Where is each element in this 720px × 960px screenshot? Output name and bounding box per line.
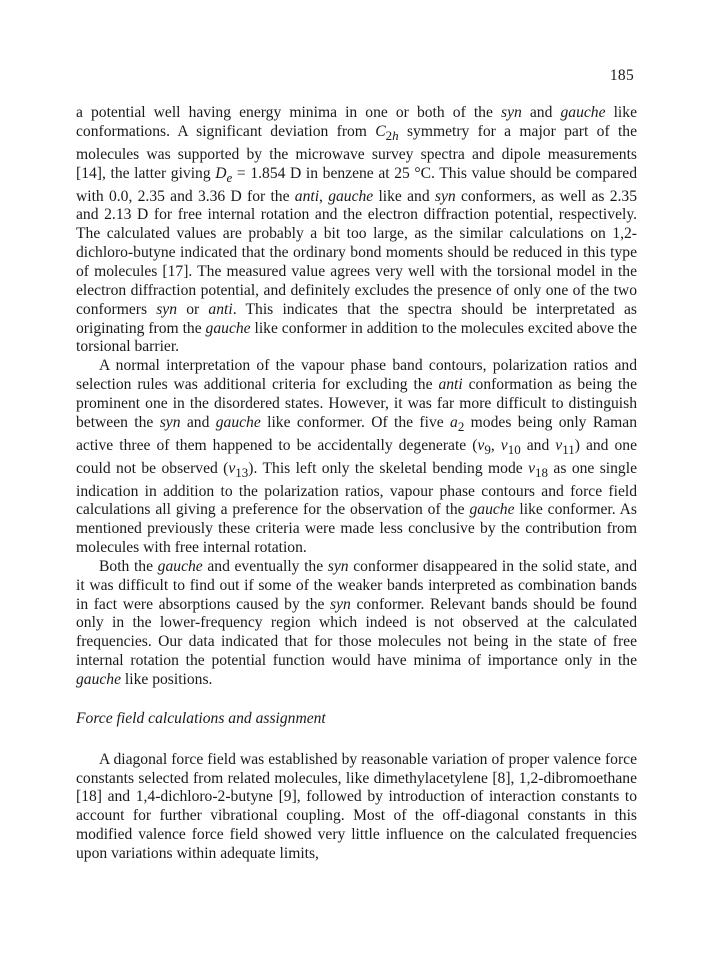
body-text	[76, 104, 637, 864]
paragraph: A normal interpretation of the vapour phase band contours, polarization ratios and selection rules was additional criteria for excluding the anti conformation as being the prominent one in the disordered states. However, it was far more difficult to distinguish between the syn and gauche like conformer. Of the five $a_2$ modes being only Raman active three of them happened to be accidentally degenerate ($\nu_9$, $\nu_{10}$ and $\nu_{11}$) and one could not be observed $(\nu_{13})$. This left only the skeletal bending mode $\nu_{18}$ as one single indication in addition to the polarization ratios, vapour phase contours and force field calculations all giving a preference for the observation of the gauche like conformer. As mentioned previously these criteria were made less conclusive by the contribution from molecules with free internal rotation.	[76, 357, 638, 557]
page-number: 185	[609, 67, 634, 84]
paragraph: A diagonal force field was established by reasonable variation of proper valence force constants selected from related molecules, like dimethylacetylene [8], 1,2-dibromoethane [18] and 1,4-dichloro-2-butyne [9], followed by introduction of interaction constants to account for further vibrational coupling. Most of the off-diagonal constants in this modified valence force field showed very little influence on the calculated frequencies upon variations within adequate limits,	[76, 750, 637, 862]
paragraph: Both the gauche and eventually the syn conformer disappeared in the solid state, and it was difficult to find out if some of the weaker bands interpreted as combination bands in fact were absorptions caused by the syn conformer. Relevant bands should be found only in the lower-frequency region which indeed is not observed at the calculated frequencies. Our data indicated that for those molecules not being in the state of free internal rotation the potential function would have minima of importance only in the gauche like positions.	[76, 557, 637, 689]
section-heading: Force field calculations and assignment	[76, 709, 326, 727]
paragraph: a potential well having energy minima in one or both of the syn and gauche like conformations. A significant deviation from $C_{2h}$ symmetry for a major part of the molecules was supported by the microwave survey spectra and dipole measurements [14], the latter giving $D_e = 1.854$ D in benzene at 25 °C. This value should be compared with 0.0, 2.35 and 3.36 D for the anti, gauche like and syn conformers, as well as 2.35 and 2.13 D for free internal rotation and the electron diffraction potential, respectively. The calculated values are probably a bit too large, as the similar calculations on 1,2-dichloro-butyne indicated that the ordinary bond moments should be reduced in this type of molecules [17]. The measured value agrees very well with the torsional model in the electron diffraction potential, and definitely excludes the presence of only one of the two conformers syn or anti. This indicates that the spectra should be interpretated as originating from the gauche like conformer in addition to the molecules excited above the torsional barrier.	[76, 104, 638, 356]
